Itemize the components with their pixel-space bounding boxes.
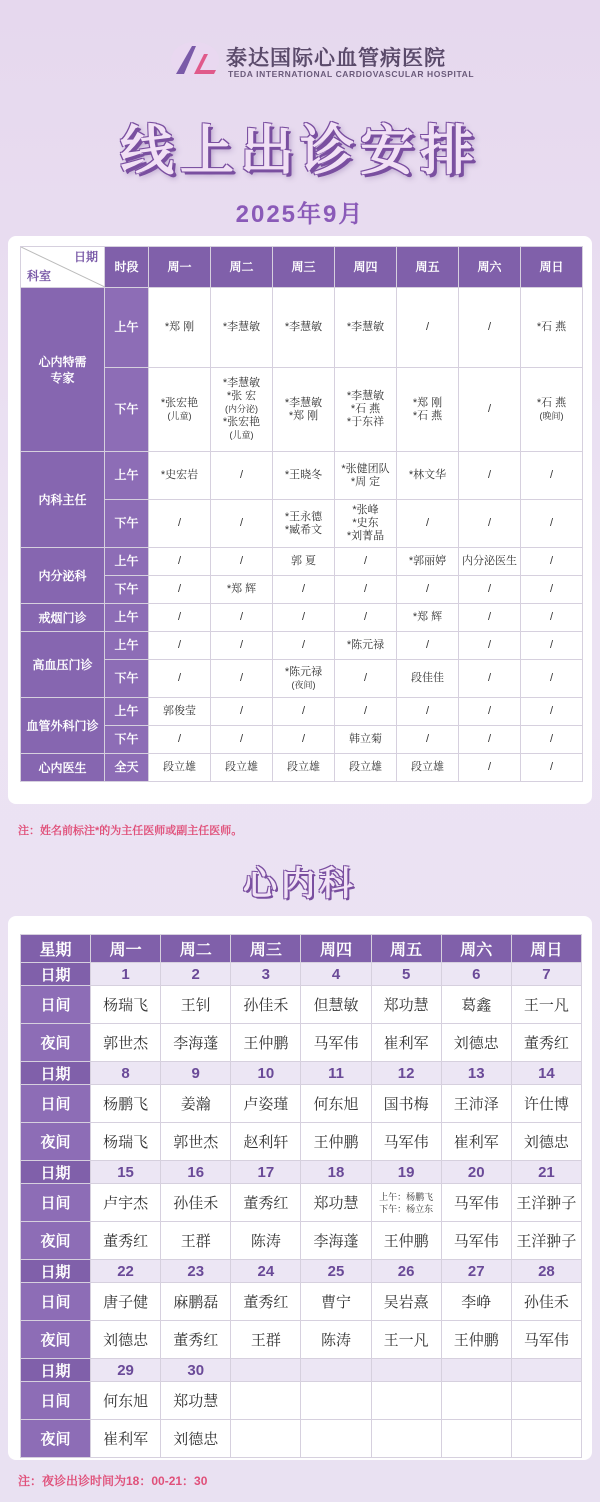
schedule-cell: *石 燕 (晚间) <box>521 368 583 452</box>
duty-roster-card <box>8 916 592 1460</box>
schedule-cell: / <box>397 288 459 368</box>
duty-date-cell: 13 <box>441 1062 511 1085</box>
duty-name-cell: 王仲鹏 <box>441 1321 511 1359</box>
schedule-cell: / <box>273 698 335 726</box>
duty-row <box>21 963 582 986</box>
duty-name-cell: 国书梅 <box>371 1085 441 1123</box>
duty-name-cell: 王一凡 <box>371 1321 441 1359</box>
schedule-cell: *郑 辉 <box>397 604 459 632</box>
duty-name-cell: 董秀红 <box>231 1184 301 1222</box>
table-row <box>21 632 583 660</box>
schedule-cell: / <box>459 368 521 452</box>
duty-row <box>21 986 582 1024</box>
duty-row <box>21 1123 582 1161</box>
duty-name-cell <box>371 1420 441 1458</box>
schedule-cell: / <box>211 698 273 726</box>
schedule-cell: *郑 刚 *石 燕 <box>397 368 459 452</box>
header-wed: 周三 <box>273 247 335 288</box>
duty-name-cell: 杨瑞飞 <box>91 986 161 1024</box>
duty-row <box>21 1283 582 1321</box>
duty-name-cell: 但慧敏 <box>301 986 371 1024</box>
duty-name-cell: 何东旭 <box>91 1382 161 1420</box>
schedule-cell: *史宏岩 <box>149 452 211 500</box>
slot-label: 上午 <box>105 604 149 632</box>
duty-name-cell: 崔利军 <box>91 1420 161 1458</box>
duty-name-cell: 王仲鹏 <box>301 1123 371 1161</box>
schedule-cell: / <box>459 726 521 754</box>
duty-row <box>21 1382 582 1420</box>
duty-row-label: 日间 <box>21 1085 91 1123</box>
duty-date-cell: 15 <box>91 1161 161 1184</box>
duty-row-label: 夜间 <box>21 1420 91 1458</box>
duty-name-cell: 许仕博 <box>511 1085 581 1123</box>
schedule-cell: / <box>521 698 583 726</box>
duty-row-label: 夜间 <box>21 1024 91 1062</box>
table-row <box>21 660 583 698</box>
schedule-cell: *李慧敏 <box>273 288 335 368</box>
schedule-cell: / <box>459 632 521 660</box>
schedule-cell: / <box>397 698 459 726</box>
schedule-cell: 段立雄 <box>273 754 335 782</box>
duty-date-cell <box>231 1359 301 1382</box>
duty-date-cell <box>441 1359 511 1382</box>
schedule-cell: *李慧敏 *郑 刚 <box>273 368 335 452</box>
duty-row <box>21 1024 582 1062</box>
duty-date-cell: 12 <box>371 1062 441 1085</box>
duty-name-cell <box>511 1420 581 1458</box>
dept-vascular-surgery: 血管外科门诊 <box>21 698 105 754</box>
duty-name-cell: 陈涛 <box>231 1222 301 1260</box>
slot-label: 上午 <box>105 288 149 368</box>
schedule-cell: / <box>397 500 459 548</box>
schedule-cell: / <box>335 660 397 698</box>
duty-name-cell: 杨瑞飞 <box>91 1123 161 1161</box>
duty-row <box>21 1321 582 1359</box>
schedule-cell: 段佳佳 <box>397 660 459 698</box>
duty-name-cell: 崔利军 <box>441 1123 511 1161</box>
duty-name-cell: 葛鑫 <box>441 986 511 1024</box>
schedule-cell: / <box>521 604 583 632</box>
month-label: 2025年9月 <box>235 201 365 228</box>
schedule-cell: 段立雄 <box>149 754 211 782</box>
duty-date-cell: 18 <box>301 1161 371 1184</box>
schedule-cell: / <box>149 660 211 698</box>
dept-internal-chief: 内科主任 <box>21 452 105 548</box>
schedule-cell: / <box>211 632 273 660</box>
corner-dept-label: 科室 <box>27 269 52 283</box>
schedule-cell: / <box>149 604 211 632</box>
schedule-cell: / <box>521 548 583 576</box>
duty-date-cell: 7 <box>511 963 581 986</box>
duty-name-cell: 王仲鹏 <box>371 1222 441 1260</box>
duty-date-cell: 22 <box>91 1260 161 1283</box>
duty-name-cell <box>231 1382 301 1420</box>
duty-name-cell: 卢姿瑾 <box>231 1085 301 1123</box>
duty-row-label: 日期 <box>21 1161 91 1184</box>
schedule-cell: *郭丽婷 <box>397 548 459 576</box>
table-row <box>21 548 583 576</box>
schedule-cell: / <box>459 288 521 368</box>
slot-label: 上午 <box>105 452 149 500</box>
duty-row-label: 日间 <box>21 1382 91 1420</box>
duty-name-cell: 郑功慧 <box>161 1382 231 1420</box>
schedule-cell: / <box>521 726 583 754</box>
schedule-cell: 内分泌医生 <box>459 548 521 576</box>
duty-date-cell: 6 <box>441 963 511 986</box>
duty-date-cell: 9 <box>161 1062 231 1085</box>
schedule-cell: 段立雄 <box>335 754 397 782</box>
schedule-cell: / <box>211 500 273 548</box>
page-title: 线上出诊安排 <box>120 121 480 181</box>
schedule-cell: / <box>397 632 459 660</box>
schedule-cell: *张宏艳 (儿童) <box>149 368 211 452</box>
duty-row-label: 夜间 <box>21 1321 91 1359</box>
duty-name-cell: 何东旭 <box>301 1085 371 1123</box>
duty-header-cell: 周四 <box>301 935 371 963</box>
duty-date-cell: 1 <box>91 963 161 986</box>
duty-name-cell: 杨鹏飞 <box>91 1085 161 1123</box>
schedule-cell: / <box>335 698 397 726</box>
duty-date-cell: 11 <box>301 1062 371 1085</box>
duty-name-cell: 孙佳禾 <box>511 1283 581 1321</box>
duty-name-cell <box>301 1382 371 1420</box>
duty-name-cell: 李海蓬 <box>301 1222 371 1260</box>
schedule-cell: *郑 刚 <box>149 288 211 368</box>
schedule-cell: *张峰 *史东 *刘菁晶 <box>335 500 397 548</box>
table-row <box>21 604 583 632</box>
duty-row <box>21 1085 582 1123</box>
schedule-cell: / <box>335 604 397 632</box>
duty-date-cell: 28 <box>511 1260 581 1283</box>
schedule-cell: *陈元禄 <box>335 632 397 660</box>
duty-date-cell <box>301 1359 371 1382</box>
duty-header-cell: 周一 <box>91 935 161 963</box>
duty-date-cell: 19 <box>371 1161 441 1184</box>
table-row <box>21 726 583 754</box>
schedule-cell: / <box>459 500 521 548</box>
duty-header-cell: 星期 <box>21 935 91 963</box>
slot-label: 下午 <box>105 368 149 452</box>
duty-name-cell: 王群 <box>161 1222 231 1260</box>
dept-hypertension: 高血压门诊 <box>21 632 105 698</box>
duty-name-cell: 马军伟 <box>301 1024 371 1062</box>
header-sat: 周六 <box>459 247 521 288</box>
schedule-cell: / <box>459 698 521 726</box>
schedule-cell: / <box>211 604 273 632</box>
duty-row-label: 夜间 <box>21 1222 91 1260</box>
dept-cardio-doctor: 心内医生 <box>21 754 105 782</box>
duty-date-cell: 14 <box>511 1062 581 1085</box>
dept-endocrine: 内分泌科 <box>21 548 105 604</box>
slot-label: 下午 <box>105 726 149 754</box>
duty-name-cell: 李海蓬 <box>161 1024 231 1062</box>
schedule-cell: / <box>211 726 273 754</box>
duty-name-cell: 马军伟 <box>441 1222 511 1260</box>
section-title-cardiology: 心内科 <box>243 865 357 903</box>
duty-date-cell: 21 <box>511 1161 581 1184</box>
duty-name-cell: 董秀红 <box>161 1321 231 1359</box>
duty-header-cell: 周三 <box>231 935 301 963</box>
duty-date-cell: 5 <box>371 963 441 986</box>
schedule-cell: / <box>459 754 521 782</box>
table-row <box>21 698 583 726</box>
duty-date-cell: 24 <box>231 1260 301 1283</box>
slot-label: 上午 <box>105 632 149 660</box>
schedule-cell: *李慧敏 *张 宏 (内分泌) *张宏艳 (儿童) <box>211 368 273 452</box>
hospital-name-cn: 泰达国际心血管病医院 <box>226 47 446 70</box>
duty-name-cell: 陈涛 <box>301 1321 371 1359</box>
schedule-cell: / <box>273 632 335 660</box>
duty-name-cell: 董秀红 <box>511 1024 581 1062</box>
table-row <box>21 576 583 604</box>
header-mon: 周一 <box>149 247 211 288</box>
duty-name-cell: 郭世杰 <box>91 1024 161 1062</box>
duty-date-cell: 30 <box>161 1359 231 1382</box>
duty-name-cell: 吴岩熹 <box>371 1283 441 1321</box>
duty-row <box>21 1062 582 1085</box>
duty-name-cell: 李峥 <box>441 1283 511 1321</box>
duty-name-cell: 王洋翀子 <box>511 1184 581 1222</box>
duty-name-cell: 董秀红 <box>231 1283 301 1321</box>
schedule-cell: / <box>335 576 397 604</box>
schedule-cell: / <box>521 754 583 782</box>
schedule-cell: / <box>211 660 273 698</box>
hospital-header <box>0 40 600 85</box>
duty-name-cell: 刘德忠 <box>91 1321 161 1359</box>
schedule-cell: / <box>273 576 335 604</box>
schedule-cell: / <box>521 632 583 660</box>
duty-row <box>21 1359 582 1382</box>
duty-date-cell: 10 <box>231 1062 301 1085</box>
slot-label: 下午 <box>105 500 149 548</box>
header-tue: 周二 <box>211 247 273 288</box>
duty-name-cell: 王沛泽 <box>441 1085 511 1123</box>
duty-name-cell: 郭世杰 <box>161 1123 231 1161</box>
duty-name-cell: 姜瀚 <box>161 1085 231 1123</box>
duty-name-cell <box>301 1420 371 1458</box>
duty-date-cell: 25 <box>301 1260 371 1283</box>
header-slot: 时段 <box>105 247 149 288</box>
duty-row <box>21 1184 582 1222</box>
duty-name-cell: 麻鹏磊 <box>161 1283 231 1321</box>
duty-row-label: 日期 <box>21 1359 91 1382</box>
schedule-cell: 韩立菊 <box>335 726 397 754</box>
duty-name-cell: 刘德忠 <box>161 1420 231 1458</box>
duty-header-cell: 周二 <box>161 935 231 963</box>
table-row <box>21 500 583 548</box>
duty-name-cell <box>371 1382 441 1420</box>
duty-name-cell: 卢宇杰 <box>91 1184 161 1222</box>
slot-label: 上午 <box>105 698 149 726</box>
duty-name-cell <box>231 1420 301 1458</box>
note-attending: 注：姓名前标注*的为主任医师或副主任医师。 <box>18 825 243 837</box>
schedule-cell: *张健团队 *周 定 <box>335 452 397 500</box>
duty-header-cell: 周日 <box>511 935 581 963</box>
slot-label: 上午 <box>105 548 149 576</box>
duty-row-label: 日期 <box>21 963 91 986</box>
duty-name-cell: 王仲鹏 <box>231 1024 301 1062</box>
schedule-cell: / <box>273 604 335 632</box>
schedule-cell: / <box>149 548 211 576</box>
schedule-cell: *李慧敏 <box>335 288 397 368</box>
slot-label: 下午 <box>105 660 149 698</box>
slot-label: 全天 <box>105 754 149 782</box>
corner-header <box>21 247 105 288</box>
duty-name-cell: 曹宁 <box>301 1283 371 1321</box>
duty-row-label: 日间 <box>21 1184 91 1222</box>
duty-name-cell: 刘德忠 <box>441 1024 511 1062</box>
duty-row-label: 日间 <box>21 1283 91 1321</box>
schedule-cell: / <box>459 576 521 604</box>
schedule-cell: / <box>459 452 521 500</box>
duty-header-cell: 周五 <box>371 935 441 963</box>
duty-date-cell: 2 <box>161 963 231 986</box>
duty-row <box>21 1222 582 1260</box>
header-fri: 周五 <box>397 247 459 288</box>
schedule-cell: / <box>521 500 583 548</box>
duty-name-cell: 唐子健 <box>91 1283 161 1321</box>
duty-name-cell <box>441 1382 511 1420</box>
hospital-logo-icon <box>170 40 220 80</box>
duty-date-cell <box>371 1359 441 1382</box>
clinic-schedule-table <box>20 246 583 782</box>
table-header-row <box>21 247 583 288</box>
duty-name-cell: 董秀红 <box>91 1222 161 1260</box>
schedule-cell: / <box>211 452 273 500</box>
schedule-cell: 段立雄 <box>211 754 273 782</box>
duty-date-cell: 17 <box>231 1161 301 1184</box>
schedule-cell: / <box>521 660 583 698</box>
schedule-cell: *李慧敏 <box>211 288 273 368</box>
schedule-cell: *王永德 *臧希文 <box>273 500 335 548</box>
schedule-cell: *石 燕 <box>521 288 583 368</box>
duty-row-label: 日期 <box>21 1260 91 1283</box>
table-row <box>21 754 583 782</box>
header-sun: 周日 <box>521 247 583 288</box>
dept-cardio-special: 心内特需专家 <box>21 288 105 452</box>
duty-name-cell <box>511 1382 581 1420</box>
table-row <box>21 368 583 452</box>
duty-row <box>21 1260 582 1283</box>
duty-row <box>21 1420 582 1458</box>
duty-header-cell: 周六 <box>441 935 511 963</box>
duty-name-cell: 王群 <box>231 1321 301 1359</box>
duty-name-cell: 孙佳禾 <box>231 986 301 1024</box>
duty-date-cell: 16 <box>161 1161 231 1184</box>
duty-row-label: 日间 <box>21 986 91 1024</box>
corner-date-label: 日期 <box>73 250 98 264</box>
table-row <box>21 452 583 500</box>
slot-label: 下午 <box>105 576 149 604</box>
duty-name-cell: 上午：杨鹏飞 下午：杨立东 <box>371 1184 441 1222</box>
duty-name-cell <box>441 1420 511 1458</box>
schedule-cell: / <box>273 726 335 754</box>
schedule-cell: / <box>149 576 211 604</box>
clinic-schedule-card <box>8 236 592 804</box>
duty-name-cell: 马军伟 <box>441 1184 511 1222</box>
duty-date-cell: 3 <box>231 963 301 986</box>
schedule-cell: 郭俊莹 <box>149 698 211 726</box>
schedule-cell: *陈元禄 (夜间) <box>273 660 335 698</box>
schedule-cell: / <box>149 726 211 754</box>
duty-date-cell: 23 <box>161 1260 231 1283</box>
duty-name-cell: 郑功慧 <box>371 986 441 1024</box>
schedule-cell: / <box>459 604 521 632</box>
duty-date-cell: 27 <box>441 1260 511 1283</box>
duty-date-cell: 26 <box>371 1260 441 1283</box>
schedule-cell: / <box>459 660 521 698</box>
schedule-cell: / <box>521 576 583 604</box>
header-thu: 周四 <box>335 247 397 288</box>
duty-name-cell: 孙佳禾 <box>161 1184 231 1222</box>
schedule-cell: / <box>397 726 459 754</box>
duty-name-cell: 郑功慧 <box>301 1184 371 1222</box>
duty-date-cell <box>511 1359 581 1382</box>
schedule-cell: 郭 夏 <box>273 548 335 576</box>
schedule-cell: / <box>397 576 459 604</box>
schedule-cell: / <box>211 548 273 576</box>
schedule-cell: / <box>149 632 211 660</box>
table-row <box>21 288 583 368</box>
schedule-cell: *郑 辉 <box>211 576 273 604</box>
duty-roster-table <box>20 934 582 1458</box>
duty-name-cell: 王洋翀子 <box>511 1222 581 1260</box>
duty-header-row <box>21 935 582 963</box>
duty-row-label: 夜间 <box>21 1123 91 1161</box>
hospital-name-en: TEDA INTERNATIONAL CARDIOVASCULAR HOSPITAL <box>228 69 475 79</box>
schedule-cell: / <box>335 548 397 576</box>
schedule-cell: 段立雄 <box>397 754 459 782</box>
schedule-cell: *李慧敏 *石 燕 *于东祥 <box>335 368 397 452</box>
schedule-cell: *林文华 <box>397 452 459 500</box>
note-night-hours: 注：夜诊出诊时间为18：00-21：30 <box>18 1474 208 1488</box>
duty-row-label: 日期 <box>21 1062 91 1085</box>
schedule-cell: / <box>521 452 583 500</box>
duty-name-cell: 王一凡 <box>511 986 581 1024</box>
dept-smoking-cessation: 戒烟门诊 <box>21 604 105 632</box>
duty-date-cell: 8 <box>91 1062 161 1085</box>
duty-name-cell: 王钊 <box>161 986 231 1024</box>
duty-date-cell: 29 <box>91 1359 161 1382</box>
schedule-cell: / <box>149 500 211 548</box>
duty-date-cell: 4 <box>301 963 371 986</box>
duty-name-cell: 马军伟 <box>511 1321 581 1359</box>
duty-date-cell: 20 <box>441 1161 511 1184</box>
duty-name-cell: 崔利军 <box>371 1024 441 1062</box>
duty-name-cell: 赵利轩 <box>231 1123 301 1161</box>
duty-name-cell: 刘德忠 <box>511 1123 581 1161</box>
duty-row <box>21 1161 582 1184</box>
duty-name-cell: 马军伟 <box>371 1123 441 1161</box>
schedule-cell: *王晓冬 <box>273 452 335 500</box>
